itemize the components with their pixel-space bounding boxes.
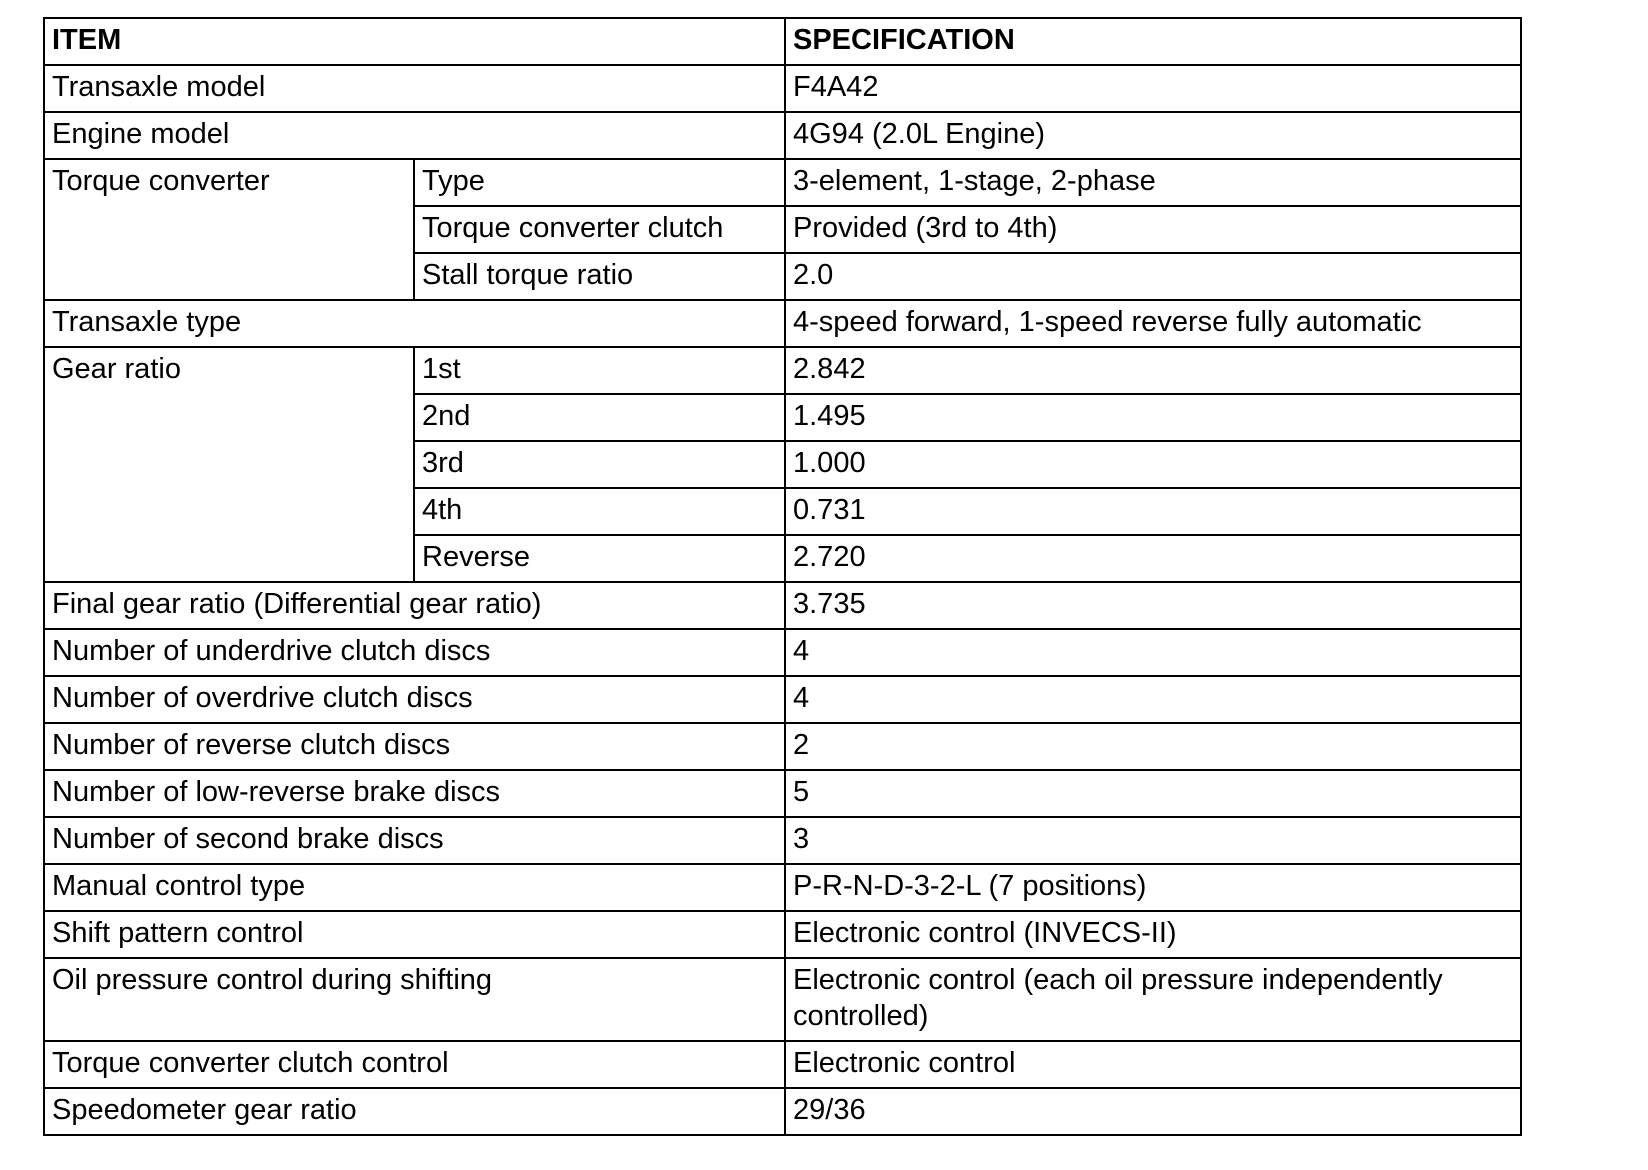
table-row: [44, 629, 1521, 676]
table-row: [44, 582, 1521, 629]
table-row: [44, 300, 1521, 347]
table-row: [44, 676, 1521, 723]
row-value: 0.731: [785, 488, 1521, 535]
row-label: Transaxle type: [44, 300, 785, 347]
group-label-torque-converter: Torque converter: [44, 159, 414, 300]
row-value: 4-speed forward, 1-speed reverse fully automatic: [785, 300, 1521, 347]
row-label: Number of underdrive clutch discs: [44, 629, 785, 676]
row-label: Shift pattern control: [44, 911, 785, 958]
table-row: [44, 817, 1521, 864]
row-value: 2.720: [785, 535, 1521, 582]
row-value: Electronic control (INVECS-II): [785, 911, 1521, 958]
row-value: 3: [785, 817, 1521, 864]
row-value: P-R-N-D-3-2-L (7 positions): [785, 864, 1521, 911]
row-label: Number of overdrive clutch discs: [44, 676, 785, 723]
row-value: Provided (3rd to 4th): [785, 206, 1521, 253]
row-label: Number of low-reverse brake discs: [44, 770, 785, 817]
sub-label: 3rd: [414, 441, 785, 488]
row-label: Number of second brake discs: [44, 817, 785, 864]
row-value: 1.000: [785, 441, 1521, 488]
table-row: [44, 770, 1521, 817]
sub-label: 4th: [414, 488, 785, 535]
sub-label: 2nd: [414, 394, 785, 441]
row-label: Speedometer gear ratio: [44, 1088, 785, 1135]
header-item: ITEM: [44, 18, 785, 65]
row-value: 29/36: [785, 1088, 1521, 1135]
row-value: Electronic control (each oil pressure independently controlled): [785, 958, 1521, 1041]
row-value: 4: [785, 676, 1521, 723]
table-row: [44, 347, 1521, 394]
sub-label: Torque converter clutch: [414, 206, 785, 253]
row-value: F4A42: [785, 65, 1521, 112]
table-row: [44, 112, 1521, 159]
table-row: [44, 1041, 1521, 1088]
row-label: Torque converter clutch control: [44, 1041, 785, 1088]
row-value: 1.495: [785, 394, 1521, 441]
table-row: [44, 159, 1521, 206]
row-label: Oil pressure control during shifting: [44, 958, 785, 1041]
table-row: [44, 911, 1521, 958]
table-row: [44, 723, 1521, 770]
row-value: 2.0: [785, 253, 1521, 300]
sub-label: 1st: [414, 347, 785, 394]
table-row: [44, 1088, 1521, 1135]
row-label: Final gear ratio (Differential gear ratio): [44, 582, 785, 629]
row-label: Transaxle model: [44, 65, 785, 112]
header-specification: SPECIFICATION: [785, 18, 1521, 65]
row-label: Number of reverse clutch discs: [44, 723, 785, 770]
table-header-row: [44, 18, 1521, 65]
table-row: [44, 958, 1521, 1041]
row-value: 4: [785, 629, 1521, 676]
row-value: 5: [785, 770, 1521, 817]
row-value: 2: [785, 723, 1521, 770]
row-value: 4G94 (2.0L Engine): [785, 112, 1521, 159]
row-value: 3-element, 1-stage, 2-phase: [785, 159, 1521, 206]
sub-label: Type: [414, 159, 785, 206]
row-label: Manual control type: [44, 864, 785, 911]
specification-table: [43, 17, 1522, 1136]
table-row: [44, 864, 1521, 911]
sub-label: Reverse: [414, 535, 785, 582]
group-label-gear-ratio: Gear ratio: [44, 347, 414, 582]
row-value: Electronic control: [785, 1041, 1521, 1088]
row-value: 3.735: [785, 582, 1521, 629]
sub-label: Stall torque ratio: [414, 253, 785, 300]
row-label: Engine model: [44, 112, 785, 159]
table-row: [44, 65, 1521, 112]
row-value: 2.842: [785, 347, 1521, 394]
